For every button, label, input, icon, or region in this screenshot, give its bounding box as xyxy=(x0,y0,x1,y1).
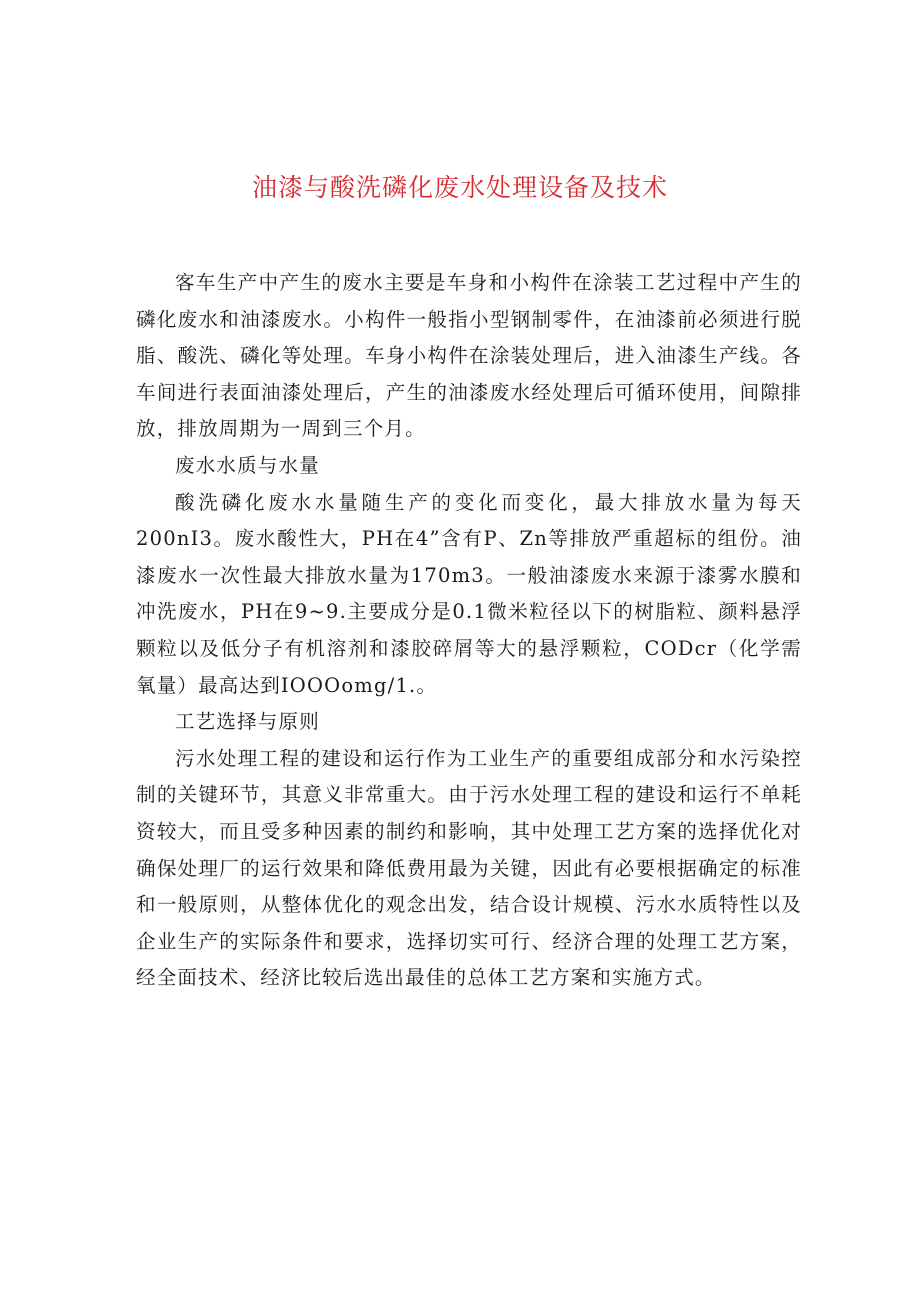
document-title: 油漆与酸洗磷化废水处理设备及技术 xyxy=(251,173,668,202)
section-heading-process-selection: 工艺选择与原则 xyxy=(175,710,320,734)
water-quality-paragraph: 酸洗磷化废水水量随生产的变化而变化，最大排放水量为每天200nI3。废水酸性大，PH在4”含有P、Zn等排放严重超标的组份。油漆废水一次性最大排放水量为170m3。一般油漆废水来源于漆雾水膜和冲洗废水，PH在9~9.主要成分是0.1微米粒径以下的树脂粒、颜料悬浮颗粒以及低分子有机溶剂和漆胶碎屑等大的悬浮颗粒，CODcr（化学需氧量）最高达到IOOOomg/1.。 xyxy=(136,490,802,697)
intro-paragraph: 客车生产中产生的废水主要是车身和小构件在涂装工艺过程中产生的磷化废水和油漆废水。小构件一般指小型钢制零件，在油漆前必须进行脱脂、酸洗、磷化等处理。车身小构件在涂装处理后，进入油漆生产线。各车间进行表面油漆处理后，产生的油漆废水经处理后可循环使用，间隙排放，排放周期为一周到三个月。 xyxy=(136,271,802,441)
process-selection-paragraph: 污水处理工程的建设和运行作为工业生产的重要组成部分和水污染控制的关键环节，其意义非常重大。由于污水处理工程的建设和运行不单耗资较大，而且受多种因素的制约和影响，其中处理工艺方案的选择优化对确保处理厂的运行效果和降低费用最为关键，因此有必要根据确定的标准和一般原则，从整体优化的观念出发，结合设计规模、污水水质特性以及企业生产的实际条件和要求，选择切实可行、经济合理的处理工艺方案，经全面技术、经济比较后选出最佳的总体工艺方案和实施方式。 xyxy=(136,746,802,990)
document-body xyxy=(136,265,802,997)
section-heading-water-quality: 废水水质与水量 xyxy=(175,453,320,477)
